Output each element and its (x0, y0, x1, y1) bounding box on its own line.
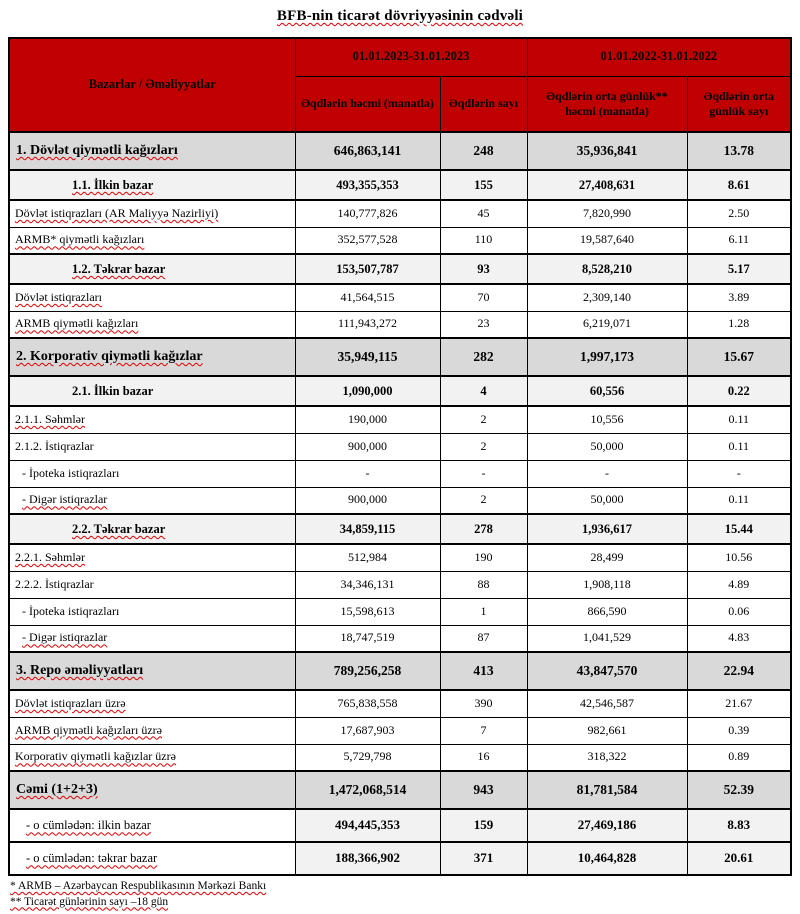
row-value: 155 (440, 170, 527, 200)
row-value: 140,777,826 (295, 200, 440, 227)
row-value: 4.89 (687, 571, 791, 598)
row-value: 190 (440, 544, 527, 571)
table-row (9, 690, 791, 717)
row-value: 248 (440, 132, 527, 170)
row-label: 1.2. Təkrar bazar (9, 254, 295, 284)
row-label: 1. Dövlət qiymətli kağızları (9, 132, 295, 170)
row-value: 371 (440, 842, 527, 875)
row-value: 18,747,519 (295, 625, 440, 652)
row-value: 70 (440, 284, 527, 311)
row-value: 159 (440, 809, 527, 842)
table-row (9, 809, 791, 842)
row-label: ARMB qiymətli kağızları üzrə (9, 717, 295, 744)
row-value: 5,729,798 (295, 744, 440, 771)
header-markets-operations: Bazarlar / Əməliyyatlar (9, 38, 295, 132)
row-value: 0.22 (687, 376, 791, 406)
header-deal-count-2023: Əqdlərin sayı (440, 76, 527, 132)
row-label: Korporativ qiymətli kağızlar üzrə (9, 744, 295, 771)
row-label: - o cümlədən: təkrar bazar (9, 842, 295, 875)
header-avg-daily-volume-2022: Əqdlərin orta günlük** həcmi (manatla) (527, 76, 687, 132)
table-row (9, 717, 791, 744)
row-value: 390 (440, 690, 527, 717)
row-value: 60,556 (527, 376, 687, 406)
row-label: ARMB qiymətli kağızları (9, 311, 295, 338)
row-value: 4 (440, 376, 527, 406)
table-row (9, 652, 791, 690)
row-label: 2.1.1. Səhmlər (9, 406, 295, 433)
row-value: 789,256,258 (295, 652, 440, 690)
row-value: 1,472,068,514 (295, 771, 440, 809)
table-row (9, 625, 791, 652)
row-value: 22.94 (687, 652, 791, 690)
row-value: 27,469,186 (527, 809, 687, 842)
row-value: 17,687,903 (295, 717, 440, 744)
row-label: Cəmi (1+2+3) (9, 771, 295, 809)
row-value: 1,936,617 (527, 514, 687, 544)
trading-turnover-table (8, 37, 792, 876)
header-period-row (9, 38, 791, 76)
row-value: 50,000 (527, 487, 687, 514)
row-value: 153,507,787 (295, 254, 440, 284)
row-label: - İpoteka istiqrazları (9, 598, 295, 625)
header-avg-daily-count-2022: Əqdlərin orta günlük sayı (687, 76, 791, 132)
row-value: 20.61 (687, 842, 791, 875)
footnote-trading-days: ** Ticarət günlərinin sayı –18 gün (10, 895, 169, 908)
row-value: 6,219,071 (527, 311, 687, 338)
row-value: 0.89 (687, 744, 791, 771)
row-label: - Digər istiqrazlar (9, 625, 295, 652)
row-value: 6.11 (687, 227, 791, 254)
row-label: - o cümlədən: ilkin bazar (9, 809, 295, 842)
row-value: 45 (440, 200, 527, 227)
row-value: 2,309,140 (527, 284, 687, 311)
table-row (9, 544, 791, 571)
row-label: 1.1. İlkin bazar (9, 170, 295, 200)
row-label: ARMB* qiymətli kağızları (9, 227, 295, 254)
table-row (9, 132, 791, 170)
row-value: 2 (440, 487, 527, 514)
row-value: 88 (440, 571, 527, 598)
row-value: 1,090,000 (295, 376, 440, 406)
table-row (9, 571, 791, 598)
row-value: 900,000 (295, 433, 440, 460)
table-row (9, 744, 791, 771)
row-value: 21.67 (687, 690, 791, 717)
row-value: 50,000 (527, 433, 687, 460)
row-value: 8,528,210 (527, 254, 687, 284)
row-value: - (295, 460, 440, 487)
row-value: 0.11 (687, 406, 791, 433)
row-value: 111,943,272 (295, 311, 440, 338)
table-row (9, 338, 791, 376)
row-value: 646,863,141 (295, 132, 440, 170)
row-value: 3.89 (687, 284, 791, 311)
row-value: 190,000 (295, 406, 440, 433)
row-value: 413 (440, 652, 527, 690)
row-value: 10,556 (527, 406, 687, 433)
page-title: BFB-nin ticarət dövriyyəsinin cədvəli (276, 8, 524, 24)
row-value: - (687, 460, 791, 487)
row-value: 34,346,131 (295, 571, 440, 598)
row-value: - (527, 460, 687, 487)
table-row (9, 311, 791, 338)
row-value: 1,997,173 (527, 338, 687, 376)
row-value: 15.44 (687, 514, 791, 544)
row-value: 13.78 (687, 132, 791, 170)
row-value: 28,499 (527, 544, 687, 571)
row-label: 3. Repo əməliyyatları (9, 652, 295, 690)
table-row (9, 433, 791, 460)
row-value: 10,464,828 (527, 842, 687, 875)
row-value: 5.17 (687, 254, 791, 284)
row-value: 0.11 (687, 487, 791, 514)
row-value: 34,859,115 (295, 514, 440, 544)
row-value: 10.56 (687, 544, 791, 571)
row-value: 8.83 (687, 809, 791, 842)
row-value: 52.39 (687, 771, 791, 809)
row-value: 15,598,613 (295, 598, 440, 625)
row-value: 43,847,570 (527, 652, 687, 690)
header-period-2022: 01.01.2022-31.01.2022 (527, 38, 791, 76)
row-value: 42,546,587 (527, 690, 687, 717)
table-row (9, 376, 791, 406)
row-value: 110 (440, 227, 527, 254)
row-value: 765,838,558 (295, 690, 440, 717)
row-value: 866,590 (527, 598, 687, 625)
row-label: 2. Korporativ qiymətli kağızlar (9, 338, 295, 376)
row-label: - İpoteka istiqrazları (9, 460, 295, 487)
row-label: 2.2.1. Səhmlər (9, 544, 295, 571)
row-label: Dövlət istiqrazları üzrə (9, 690, 295, 717)
row-value: 512,984 (295, 544, 440, 571)
row-label: Dövlət istiqrazları (9, 284, 295, 311)
row-value: 0.06 (687, 598, 791, 625)
row-value: 188,366,902 (295, 842, 440, 875)
row-value: 278 (440, 514, 527, 544)
row-label: Dövlət istiqrazları (AR Maliyyə Nazirliyi) (9, 200, 295, 227)
row-value: 19,587,640 (527, 227, 687, 254)
row-value: 16 (440, 744, 527, 771)
table-row (9, 284, 791, 311)
row-value: 2.50 (687, 200, 791, 227)
row-value: 982,661 (527, 717, 687, 744)
row-value: 7 (440, 717, 527, 744)
row-value: 943 (440, 771, 527, 809)
row-value: 7,820,990 (527, 200, 687, 227)
table-header (9, 38, 791, 132)
table-row (9, 200, 791, 227)
row-value: 35,949,115 (295, 338, 440, 376)
row-value: 15.67 (687, 338, 791, 376)
row-value: 87 (440, 625, 527, 652)
table-row (9, 406, 791, 433)
row-value: 0.39 (687, 717, 791, 744)
row-value: 352,577,528 (295, 227, 440, 254)
row-label: 2.2. Təkrar bazar (9, 514, 295, 544)
row-label: - Digər istiqrazlar (9, 487, 295, 514)
row-value: - (440, 460, 527, 487)
row-value: 41,564,515 (295, 284, 440, 311)
row-value: 2 (440, 406, 527, 433)
row-value: 93 (440, 254, 527, 284)
table-row (9, 771, 791, 809)
row-value: 4.83 (687, 625, 791, 652)
row-value: 35,936,841 (527, 132, 687, 170)
row-value: 1,908,118 (527, 571, 687, 598)
row-label: 2.1. İlkin bazar (9, 376, 295, 406)
row-value: 81,781,584 (527, 771, 687, 809)
row-value: 27,408,631 (527, 170, 687, 200)
table-row (9, 170, 791, 200)
row-value: 1 (440, 598, 527, 625)
row-value: 900,000 (295, 487, 440, 514)
row-value: 318,322 (527, 744, 687, 771)
row-label: 2.2.2. İstiqrazlar (9, 571, 295, 598)
header-deal-volume-2023: Əqdlərin həcmi (manatla) (295, 76, 440, 132)
header-period-2023: 01.01.2023-31.01.2023 (295, 38, 527, 76)
footnotes (8, 879, 792, 910)
row-value: 0.11 (687, 433, 791, 460)
row-value: 493,355,353 (295, 170, 440, 200)
row-value: 1.28 (687, 311, 791, 338)
table-row (9, 598, 791, 625)
row-label: 2.1.2. İstiqrazlar (9, 433, 295, 460)
table-row (9, 487, 791, 514)
table-row (9, 460, 791, 487)
row-value: 282 (440, 338, 527, 376)
table-row (9, 842, 791, 875)
row-value: 23 (440, 311, 527, 338)
row-value: 494,445,353 (295, 809, 440, 842)
table-row (9, 514, 791, 544)
footnote-armb-definition: * ARMB – Azərbaycan Respublikasının Mərkəzi Bankı (10, 880, 267, 892)
table-row (9, 254, 791, 284)
row-value: 8.61 (687, 170, 791, 200)
row-value: 1,041,529 (527, 625, 687, 652)
table-row (9, 227, 791, 254)
row-value: 2 (440, 433, 527, 460)
table-body (9, 132, 791, 875)
